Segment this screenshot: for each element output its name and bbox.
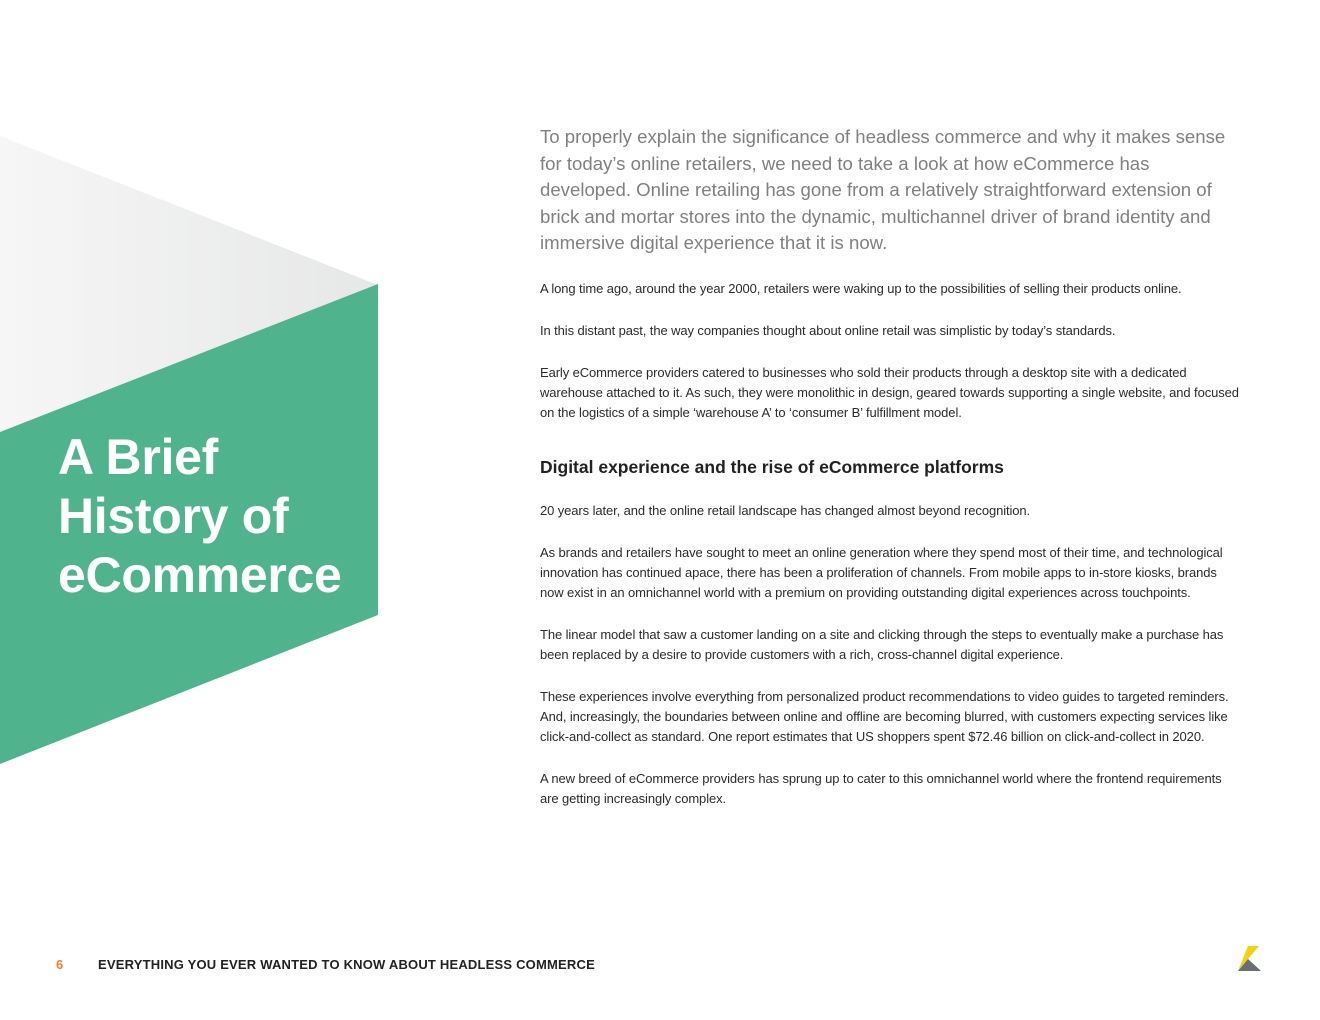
body-paragraph: In this distant past, the way companies thought about online retail was simplistic by today’s standards. [540,322,1116,338]
page-footer [56,957,1264,977]
page-number: 6 [56,957,64,972]
title-line: A Brief [58,429,218,485]
page-title [58,428,342,605]
body-paragraph: A long time ago, around the year 2000, retailers were waking up to the possibilities of selling their products online. [540,280,1182,296]
brand-logo-icon [1235,944,1263,974]
body-paragraph: These experiences involve everything from personalized product recommendations to video guides to targeted reminders. And, increasingly, the boundaries between online and offline are becoming blurred, with customers expecting services like click-and-collect as standard. One report estimates that US shoppers spent $72.46 billion on click-and-collect in 2020. [540,688,1229,744]
intro-paragraph: To properly explain the significance of headless commerce and why it makes sense for today’s online retailers, we need to take a look at how eCommerce has developed. Online retailing has gone from a relatively straightforward extension of brick and mortar stores into the dynamic, multichannel driver of brand identity and immersive digital experience that it is now. [540,126,1226,254]
body-paragraph: 20 years later, and the online retail landscape has changed almost beyond recognition. [540,502,1031,518]
hexagon-decoration [0,0,380,770]
body-paragraph: Early eCommerce providers catered to businesses who sold their products through a desktop site with a dedicated warehouse attached to it. As such, they were monolithic in design, geared towards supporting a single website, and focused on the logistics of a simple ‘warehouse A’ to ‘consumer B’ fulfillment model. [540,364,1239,420]
article-body [540,124,1240,831]
section-heading: Digital experience and the rise of eCommerce platforms [540,456,1004,477]
body-paragraph: As brands and retailers have sought to meet an online generation where they spend most of their time, and technological innovation has continued apace, there has been a proliferation of channels. From mobile apps to in-store kiosks, brands now exist in an omnichannel world with a premium on providing outstanding digital experiences across touchpoints. [540,544,1223,600]
body-paragraph: A new breed of eCommerce providers has sprung up to cater to this omnichannel world where the frontend requirements are getting increasingly complex. [540,770,1222,806]
body-paragraph: The linear model that saw a customer landing on a site and clicking through the steps to eventually make a purchase has been replaced by a desire to provide customers with a rich, cross-channel digital experience. [540,626,1224,662]
title-line: History of [58,488,289,544]
title-line: eCommerce [58,547,342,603]
running-title: EVERYTHING YOU EVER WANTED TO KNOW ABOUT HEADLESS COMMERCE [98,957,595,972]
